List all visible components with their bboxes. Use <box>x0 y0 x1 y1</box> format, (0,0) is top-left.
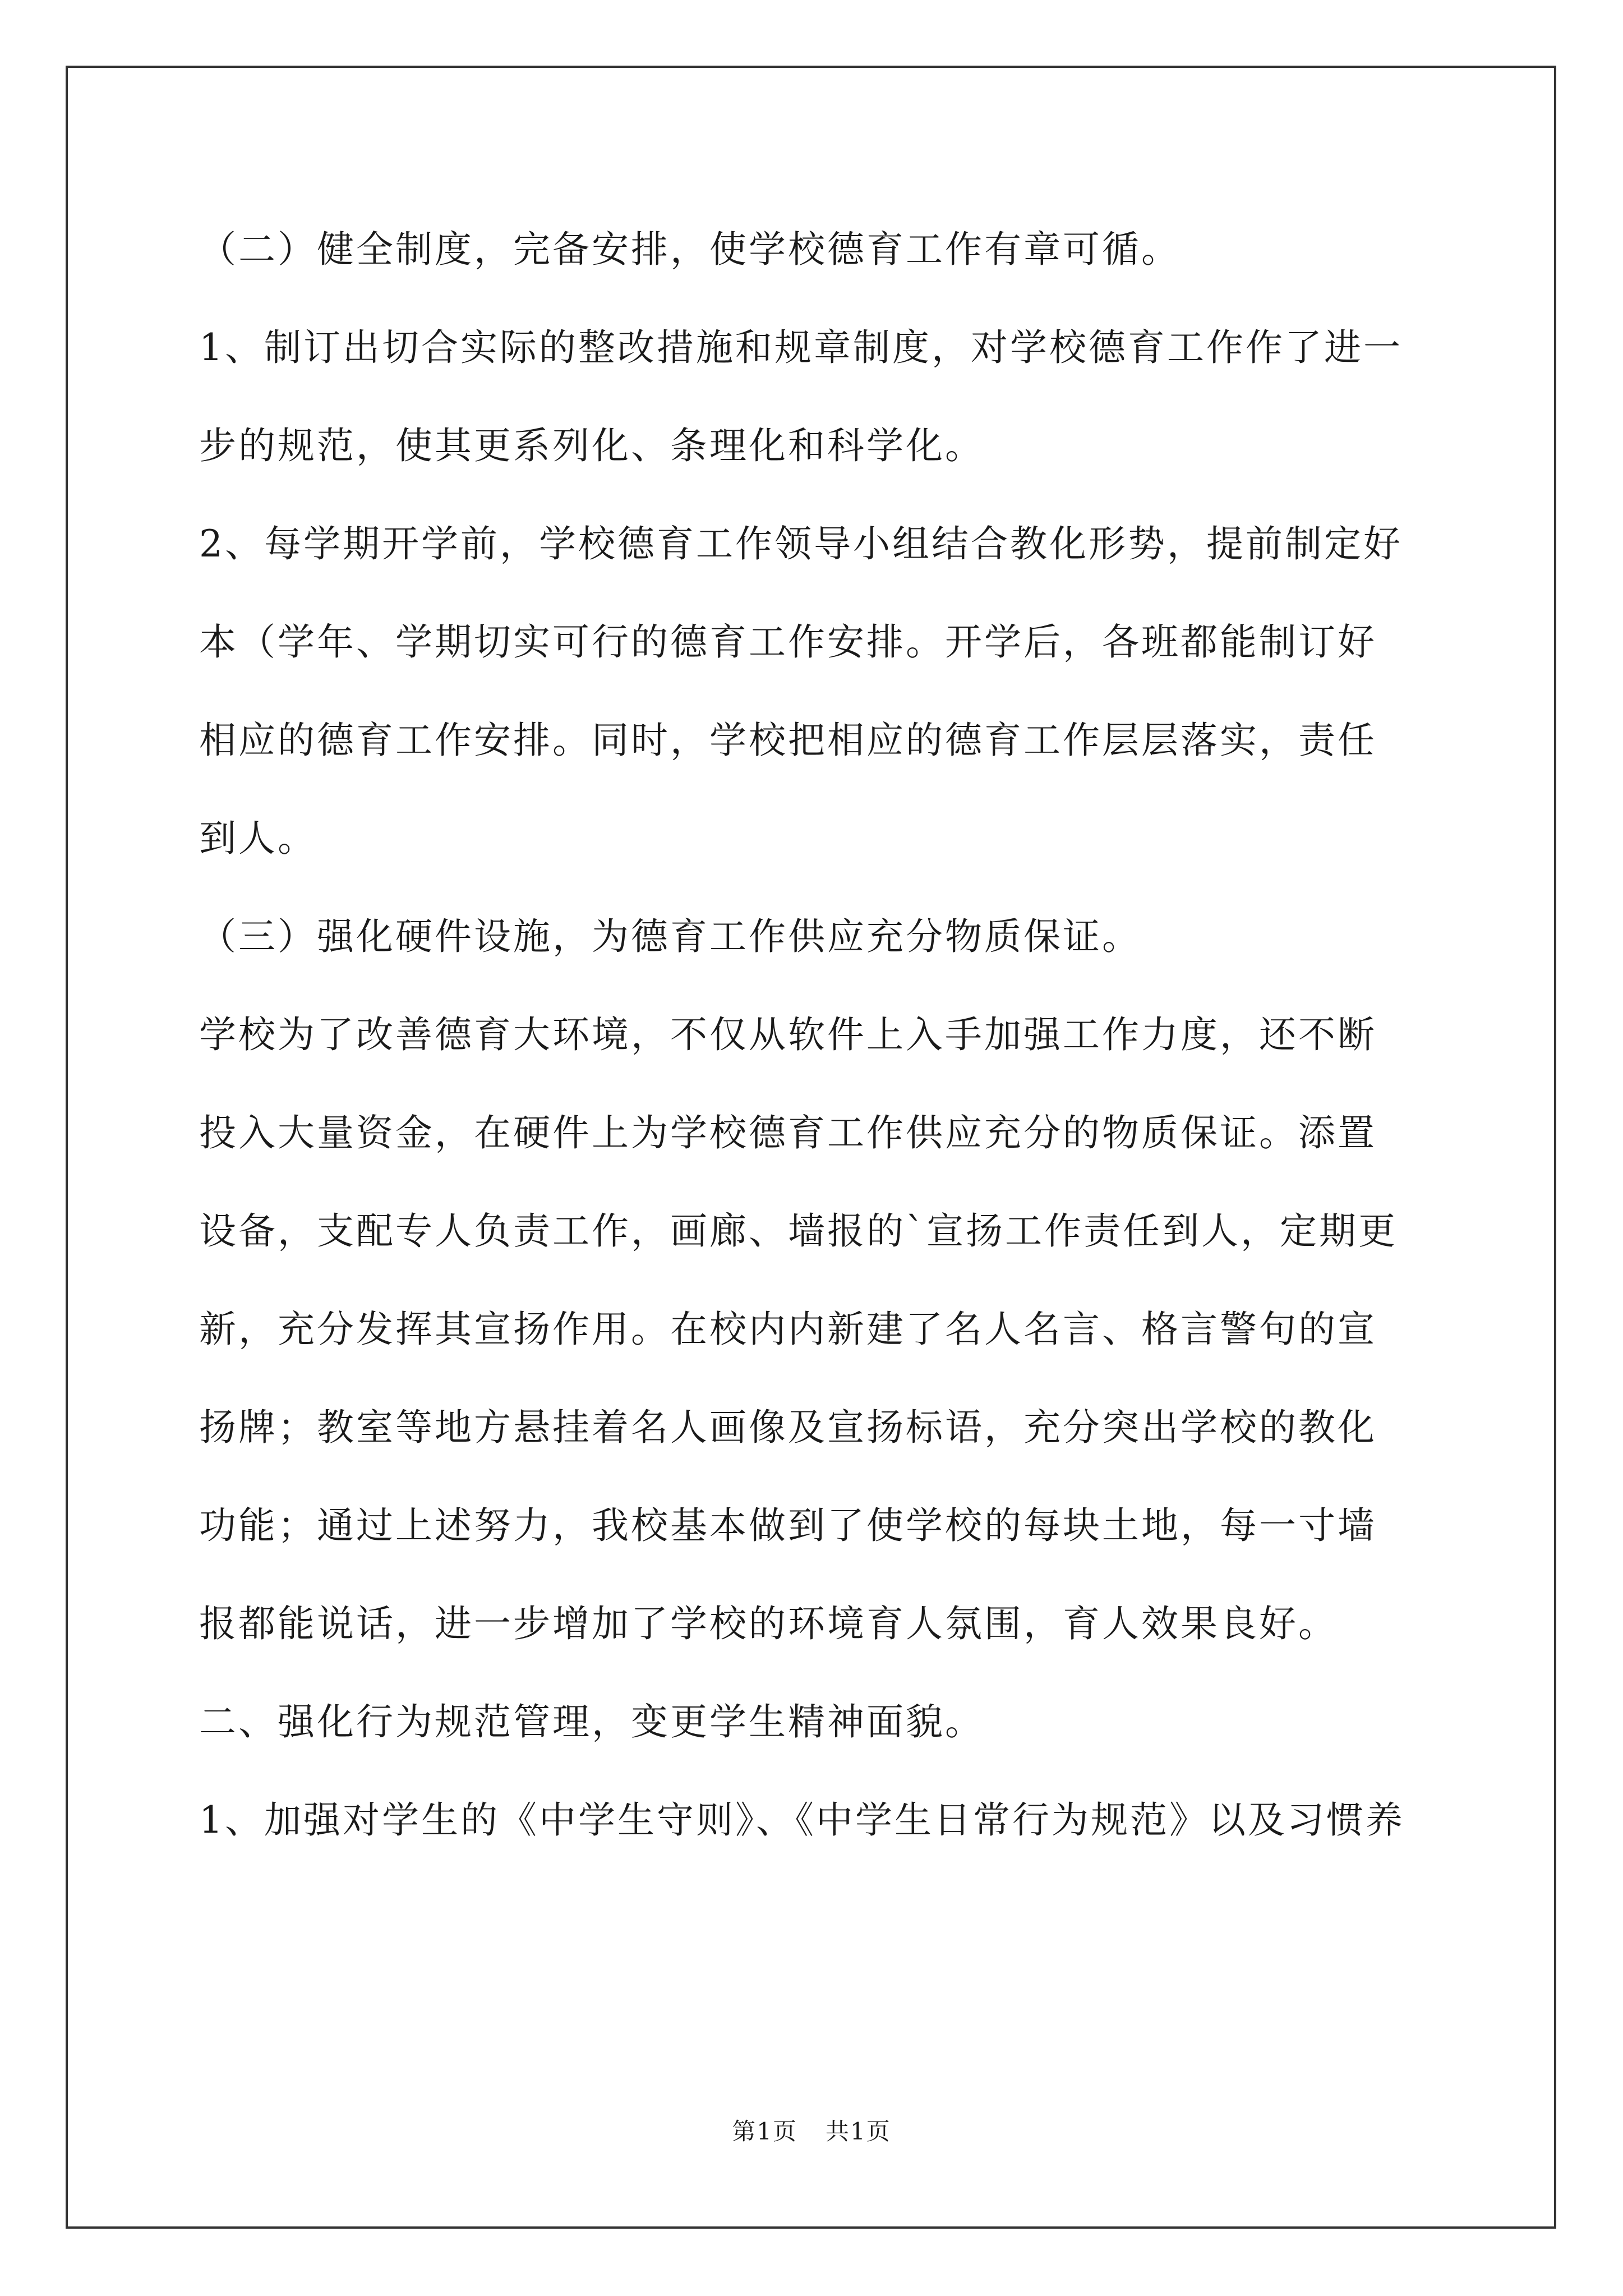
page-footer <box>0 2118 1623 2146</box>
text-line: 本（学年、学期切实可行的德育工作安排。开学后，各班都能制订好 <box>199 620 1377 664</box>
text-line: 设备，支配专人负责工作，画廊、墙报的`宣扬工作责任到人，定期更 <box>199 1209 1398 1253</box>
page-number: 第1页 <box>732 2118 797 2145</box>
text-line: （二）健全制度，完备安排，使学校德育工作有章可循。 <box>199 228 1181 271</box>
page-total: 共1页 <box>826 2118 891 2145</box>
text-line: 步的规范，使其更系列化、条理化和科学化。 <box>199 424 984 467</box>
text-line: 功能；通过上述努力，我校基本做到了使学校的每块土地，每一寸墙 <box>199 1504 1377 1547</box>
text-line: 1、制订出切合实际的整改措施和规章制度，对学校德育工作作了进一 <box>199 326 1403 369</box>
text-line: （三）强化硬件设施，为德育工作供应充分物质保证。 <box>199 915 1141 958</box>
text-line: 二、强化行为规范管理，变更学生精神面貌。 <box>199 1700 984 1743</box>
text-line: 投入大量资金，在硬件上为学校德育工作供应充分的物质保证。添置 <box>199 1111 1377 1154</box>
text-line: 2、每学期开学前，学校德育工作领导小组结合教化形势，提前制定好 <box>199 522 1403 565</box>
text-line: 相应的德育工作安排。同时，学校把相应的德育工作层层落实，责任 <box>199 719 1377 762</box>
text-line: 报都能说话，进一步增加了学校的环境育人氛围，育人效果良好。 <box>199 1602 1338 1645</box>
text-line: 学校为了改善德育大环境，不仅从软件上入手加强工作力度，还不断 <box>199 1013 1377 1056</box>
text-line: 扬牌；教室等地方悬挂着名人画像及宣扬标语，充分突出学校的教化 <box>199 1406 1377 1449</box>
text-line: 到人。 <box>199 817 317 860</box>
text-line: 1、加强对学生的《中学生守则》、《中学生日常行为规范》以及习惯养 <box>199 1798 1405 1842</box>
text-line: 新，充分发挥其宣扬作用。在校内内新建了名人名言、格言警句的宣 <box>199 1308 1377 1351</box>
